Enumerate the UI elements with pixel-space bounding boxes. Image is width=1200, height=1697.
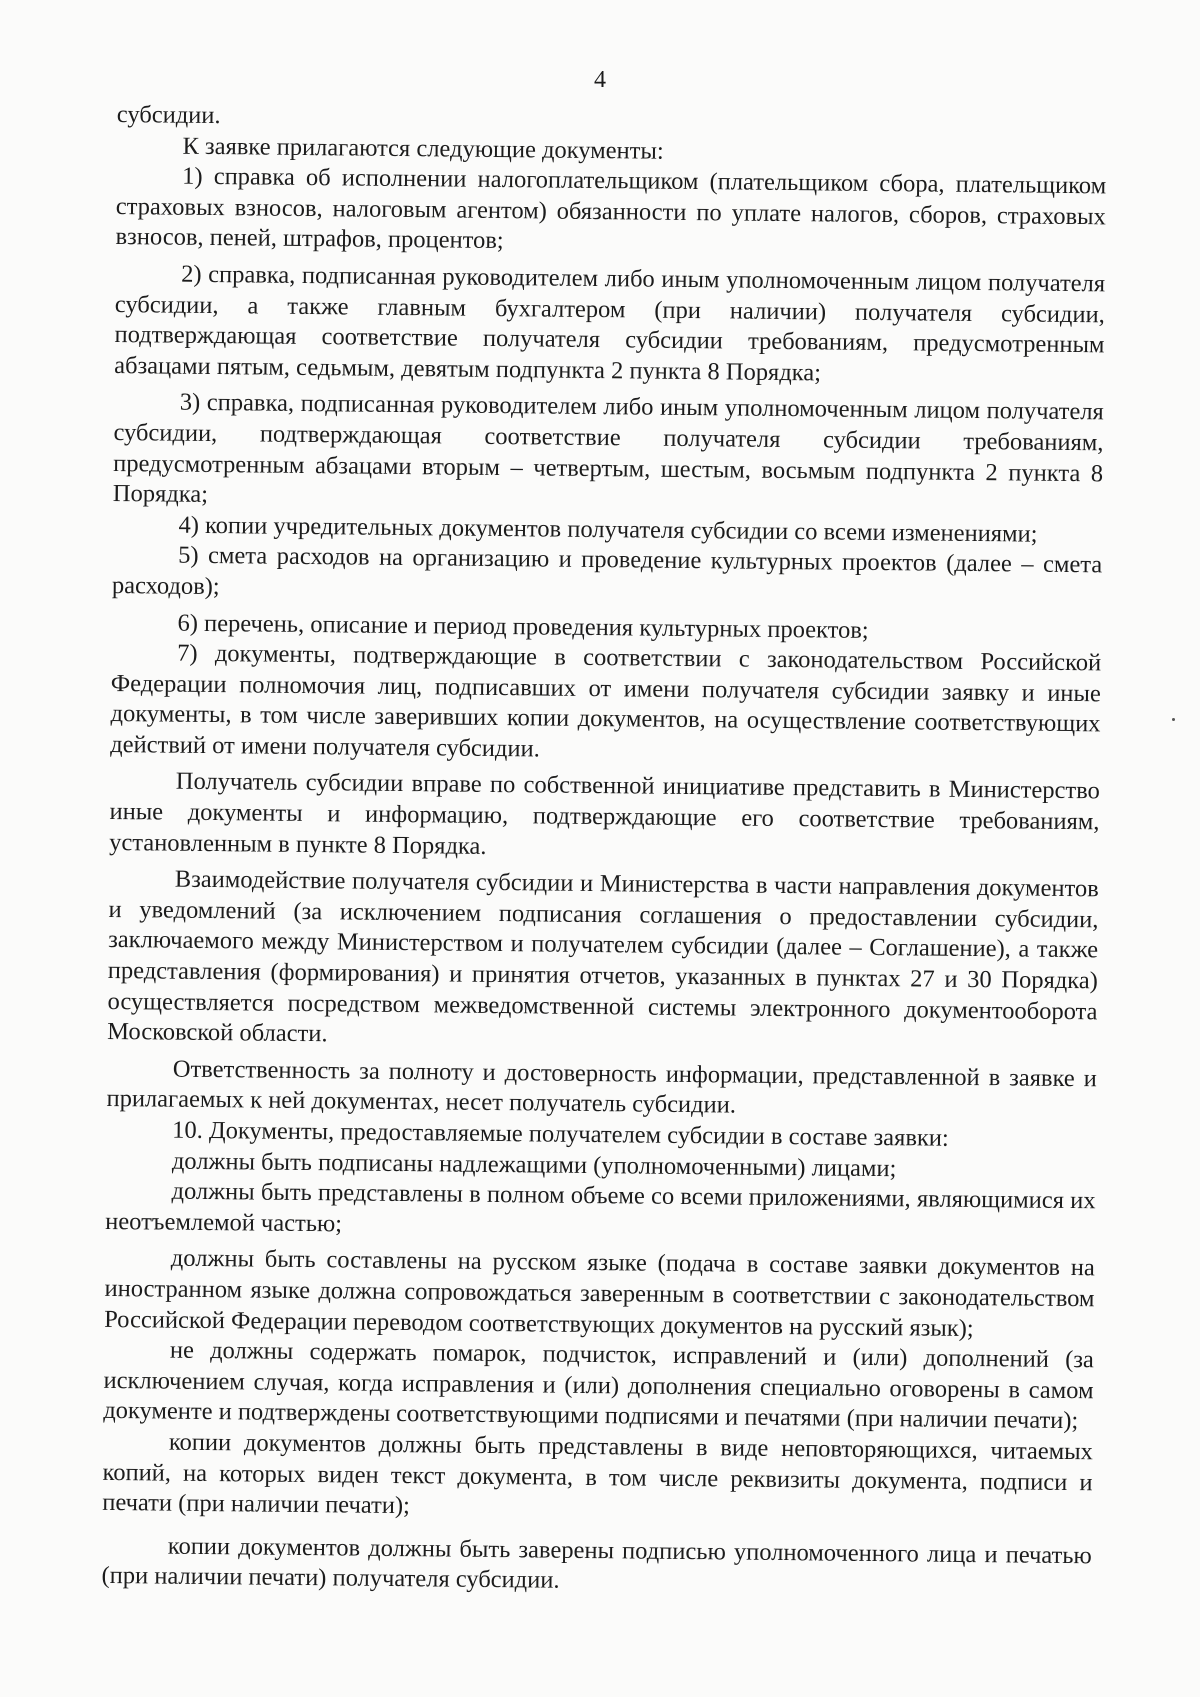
requirement-no-corrections: не должны содержать помарок, подчисток, исправлений и (или) дополнений (за исключением случая, когда исправления и (или) дополнения специально оговорены в самом документе и подтверждены соответствующими подписями и печатями (при наличии печати); — [103, 1336, 1095, 1435]
requirement-full-volume: должны быть представлены в полном объеме со всеми приложениями, являющимися их неотъемлемой частью; — [105, 1177, 1096, 1238]
requirement-russian-language: должны быть составлены на русском языке (подача в составе заявки документов на иностранном языке должна сопровождаться заверенным в соответствии с законодательством Российской Федерации переводом соответствующих документов на русский язык); — [104, 1245, 1095, 1342]
requirement-signed: должны быть подписаны надлежащими (уполномоченными) лицами; — [171, 1147, 897, 1182]
document-body — [101, 100, 1107, 1602]
list-item-7: 7) документы, подтверждающие в соответствии с законодательством Российской Федерации полномочия лиц, подписавших от имени получателя субсидии заявку и иные документы, в том числе заверивших копии документов, на осуществление соответствующих действий от имени получателя субсидии. — [110, 639, 1102, 763]
requirement-readable-copies: копии документов должны быть представлены в виде неповторяющихся, читаемых копий, на которых виден текст документа, в том числе реквизиты документа, подписи и печати (при наличии печати); — [102, 1428, 1094, 1520]
page-number: 4 — [594, 67, 606, 93]
list-item-3: 3) справка, подписанная руководителем либо иным уполномоченным лицом получателя субсидии, подтверждающая соответствие получателя субсидии требованиям, предусмотренным абзацами вторым – четвертым, шестым, восьмым подпункта 2 пункта 8 Порядка; — [112, 389, 1104, 509]
paragraph-responsibility: Ответственность за полноту и достоверность информации, представленной в заявке и прилагаемых к ней документах, несет получатель субсидии. — [106, 1055, 1097, 1119]
paragraph-continuation: субсидии. — [116, 100, 221, 130]
requirement-certified-copies: копии документов должны быть заверены подписью уполномоченного лица и печатью (при наличии печати) получателя субсидии. — [101, 1532, 1092, 1595]
scan-speck — [1172, 718, 1175, 721]
paragraph-interaction: Взаимодействие получателя субсидии и Министерства в части направления документов и уведомлений (за исключением подписания соглашения о предоставлении субсидии, заключаемого между Министерством и получателем субсидии (далее – Соглашение), а также представления (формирования) и принятия отчетов, указанных в пунктах 27 и 30 Порядка) осуществляется посредством межведомственной системы электронного документооборота Московской области. — [107, 865, 1099, 1048]
paragraph-own-initiative: Получатель субсидии вправе по собственной инициативе представить в Министерство иные документы и информацию, подтверждающие его соответствие требованиям, установленным в пункте 8 Порядка. — [109, 768, 1100, 860]
paragraph-attachments-intro: К заявке прилагаются следующие документы: — [182, 132, 664, 165]
list-item-6: 6) перечень, описание и период проведения культурных проектов; — [177, 609, 869, 644]
paragraph-section-10: 10. Документы, предоставляемые получателем субсидии в составе заявки: — [172, 1116, 949, 1152]
list-item-5: 5) смета расходов на организацию и проведение культурных проектов (далее – смета расходов); — [111, 541, 1103, 601]
list-item-1: 1) справка об исполнении налогоплательщиком (плательщиком сбора, плательщиком страховых взносов, налоговым агентом) обязанности по уплате налогов, сборов, страховых взносов, пеней, штрафов, процентов; — [115, 162, 1107, 255]
list-item-2: 2) справка, подписанная руководителем либо иным уполномоченным лицом получателя субсидии, а также главным бухгалтером (при наличии) получателя субсидии, подтверждающая соответствие получателя субсидии требованиям, предусмотренным абзацами пятым, седьмым, девятым подпункта 2 пункта 8 Порядка; — [114, 260, 1106, 387]
list-item-4: 4) копии учредительных документов получателя субсидии со всеми изменениями; — [178, 511, 1038, 548]
